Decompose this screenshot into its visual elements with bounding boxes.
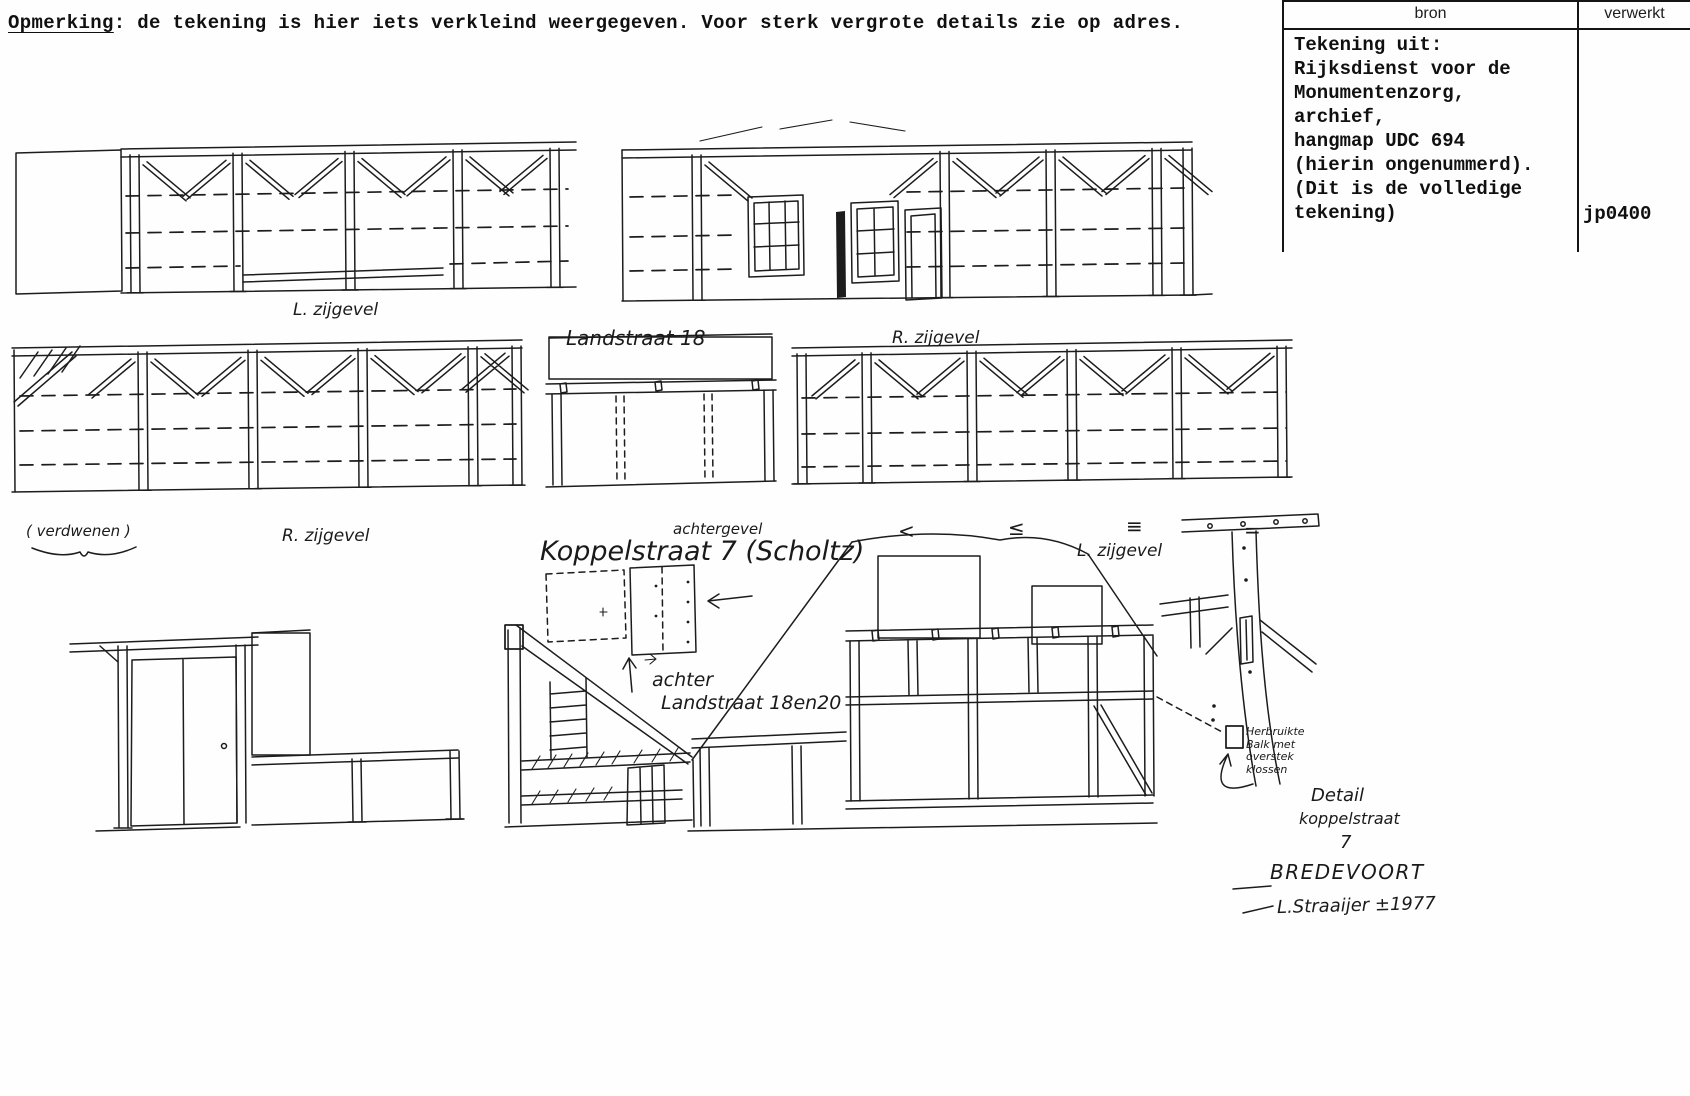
table-cell-bron bbox=[1294, 33, 1533, 225]
match-mark-4: = bbox=[1244, 518, 1261, 542]
table-header-separator bbox=[1282, 28, 1690, 30]
herb-line: Balk met bbox=[1246, 737, 1296, 751]
match-mark-1: < bbox=[898, 519, 915, 543]
match-mark-3: ≡ bbox=[1126, 514, 1143, 538]
remark-label: Opmerking bbox=[8, 12, 114, 34]
plan-sketch-achter-landstraat bbox=[546, 565, 752, 692]
label-r-zijgevel-top: R. zijgevel bbox=[892, 328, 980, 348]
table-border-left bbox=[1282, 0, 1284, 252]
match-mark-2: ≤ bbox=[1008, 516, 1025, 540]
label-detail-number: 7 bbox=[1340, 832, 1352, 853]
elevation-achtergevel-koppelstraat7 bbox=[546, 334, 776, 487]
remark-note bbox=[8, 12, 1183, 34]
herb-line: Herbruikte bbox=[1246, 725, 1305, 738]
label-achtergevel: achtergevel bbox=[673, 520, 763, 538]
note-herbruikte-balk bbox=[1246, 726, 1305, 776]
section-gable-achter-landstraat bbox=[505, 625, 692, 827]
section-bottom-left bbox=[70, 630, 464, 831]
label-koppelstraat-7: Koppelstraat 7 (Scholtz) bbox=[540, 536, 865, 567]
herb-line: klossen bbox=[1246, 762, 1288, 776]
label-landstraat-18: Landstraat 18 bbox=[566, 326, 706, 350]
bron-line: Monumentenzorg, bbox=[1294, 82, 1466, 104]
bron-line: tekening) bbox=[1294, 202, 1397, 224]
label-signature: L.Straaijer ±1977 bbox=[1276, 892, 1437, 919]
label-achter: achter bbox=[652, 669, 714, 691]
label-bredevoort: BREDEVOORT bbox=[1270, 860, 1425, 884]
table-header-verwerkt: verwerkt bbox=[1604, 5, 1665, 22]
herb-line: overstek bbox=[1246, 750, 1294, 763]
table-header-bron: bron bbox=[1414, 5, 1447, 22]
table-cell-verwerkt: jp0400 bbox=[1583, 203, 1652, 225]
bron-line: (hierin ongenummerd). bbox=[1294, 154, 1534, 176]
bron-line: archief, bbox=[1294, 106, 1386, 128]
bron-line: Rijksdienst voor de bbox=[1294, 58, 1511, 80]
label-detail: Detail bbox=[1311, 785, 1365, 806]
misc-marks bbox=[32, 547, 1273, 913]
bron-line: (Dit is de volledige bbox=[1294, 178, 1523, 200]
label-r-zijgevel-mid: R. zijgevel bbox=[282, 526, 370, 546]
table-border-top bbox=[1282, 0, 1690, 2]
remark-text: : de tekening is hier iets verkleind weergegeven. Voor sterk vergrote details zie op adres. bbox=[113, 12, 1184, 34]
bron-line: Tekening uit: bbox=[1294, 34, 1443, 56]
label-verdwenen: ( verdwenen ) bbox=[26, 522, 131, 540]
label-detail-street: koppelstraat bbox=[1299, 809, 1400, 828]
label-landstraat-18en20: Landstraat 18en20 bbox=[661, 692, 842, 714]
bron-line: hangmap UDC 694 bbox=[1294, 130, 1466, 152]
elevation-l-zijgevel-landstraat18 bbox=[16, 142, 576, 294]
elevation-r-zijgevel-landstraat18 bbox=[622, 120, 1212, 301]
section-large-bredevoort bbox=[688, 534, 1253, 831]
label-l-zijgevel-mid: L. zijgevel bbox=[1077, 541, 1163, 561]
label-l-zijgevel-top: L. zijgevel bbox=[293, 300, 379, 320]
elevation-r-zijgevel-koppelstraat7 bbox=[12, 340, 528, 492]
elevation-l-zijgevel-koppelstraat7 bbox=[792, 340, 1292, 484]
table-border-middle bbox=[1577, 0, 1579, 252]
